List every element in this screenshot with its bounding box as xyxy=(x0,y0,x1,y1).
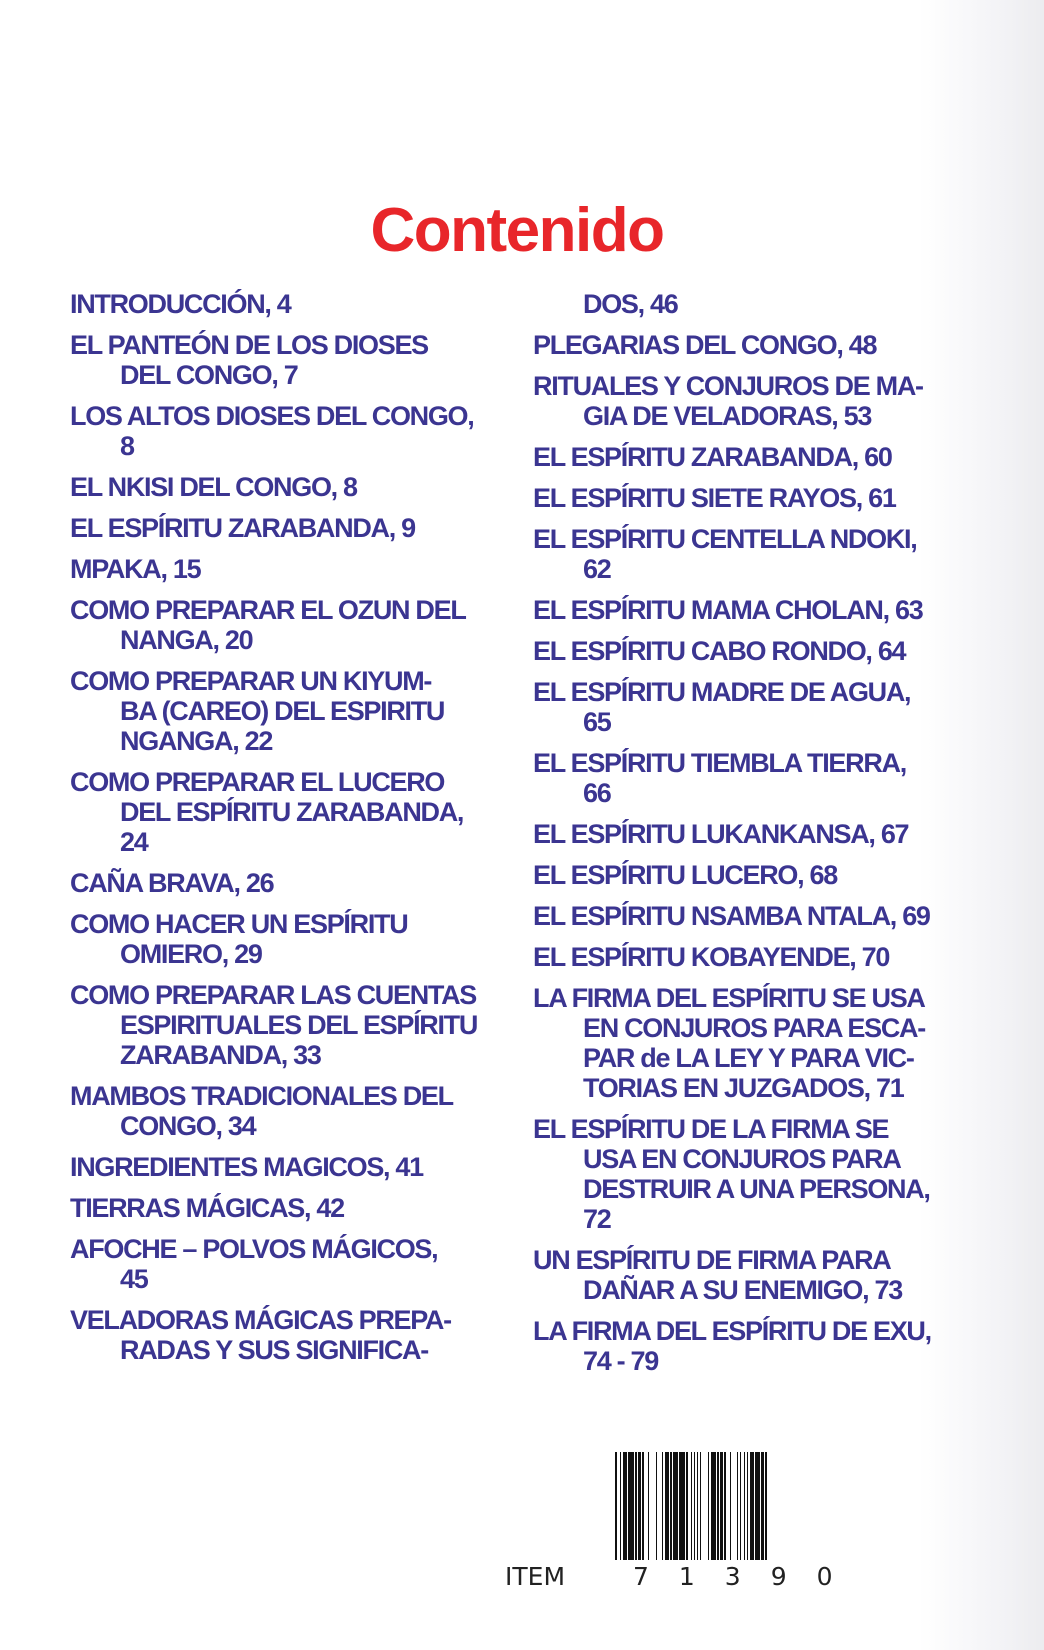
toc-entry-line: DOS, 46 xyxy=(583,289,678,319)
toc-entry-line: EL ESPÍRITU ZARABANDA, 60 xyxy=(533,442,892,472)
toc-entry-line: 62 xyxy=(583,554,611,584)
toc-entry xyxy=(70,330,477,390)
toc-entry xyxy=(70,1152,477,1182)
toc-entry xyxy=(533,942,931,972)
toc-entry-line: 65 xyxy=(583,707,611,737)
toc-entry-line: ZARABANDA, 33 xyxy=(120,1040,321,1070)
toc-entry-line: COMO PREPARAR EL LUCERO xyxy=(70,767,445,797)
toc-entry xyxy=(533,677,931,737)
toc-entry-line: RITUALES Y CONJUROS DE MA- xyxy=(533,371,923,401)
toc-entry-line: 66 xyxy=(583,778,611,808)
toc-entry-line: EL ESPÍRITU KOBAYENDE, 70 xyxy=(533,942,890,972)
toc-entry-line: COMO PREPARAR UN KIYUM- xyxy=(70,666,432,696)
toc-entry xyxy=(70,513,477,543)
toc-entry-line: PLEGARIAS DEL CONGO, 48 xyxy=(533,330,877,360)
toc-entry-line: OMIERO, 29 xyxy=(120,939,262,969)
toc-entry xyxy=(533,748,931,808)
toc-entry-line: EL ESPÍRITU LUCERO, 68 xyxy=(533,860,837,890)
toc-entry-line: INGREDIENTES MAGICOS, 41 xyxy=(70,1152,423,1182)
toc-entry-line: COMO PREPARAR LAS CUENTAS xyxy=(70,980,477,1010)
toc-entry-line: EL ESPÍRITU CENTELLA NDOKI, xyxy=(533,524,917,554)
toc-entry-line: COMO PREPARAR EL OZUN DEL xyxy=(70,595,466,625)
toc-entry-line: EL ESPÍRITU NSAMBA NTALA, 69 xyxy=(533,901,930,931)
toc-entry xyxy=(70,1193,477,1223)
toc-entry-line: EL ESPÍRITU MAMA CHOLAN, 63 xyxy=(533,595,923,625)
toc-entry xyxy=(533,595,931,625)
barcode xyxy=(615,1452,897,1560)
toc-entry-line: EL ESPÍRITU MADRE DE AGUA, xyxy=(533,677,911,707)
toc-entry-line: COMO HACER UN ESPÍRITU xyxy=(70,909,408,939)
toc-entry-line: 24 xyxy=(120,827,148,857)
toc-entry xyxy=(70,666,477,756)
toc-entry-line: EL ESPÍRITU ZARABANDA, 9 xyxy=(70,513,415,543)
toc-entry-line: DEL CONGO, 7 xyxy=(120,360,298,390)
toc-entry xyxy=(70,472,477,502)
toc-entry xyxy=(533,330,931,360)
toc-entry-line: GIA DE VELADORAS, 53 xyxy=(583,401,872,431)
toc-entry-line: DESTRUIR A UNA PERSONA, xyxy=(583,1174,930,1204)
barcode-bar xyxy=(701,1452,708,1560)
toc-entry xyxy=(533,860,931,890)
toc-entry-line: EL ESPÍRITU SIETE RAYOS, 61 xyxy=(533,483,896,513)
toc-entry xyxy=(533,442,931,472)
barcode-bar xyxy=(649,1452,656,1560)
toc-entry-line: USA EN CONJUROS PARA xyxy=(583,1144,901,1174)
toc-entry-line: EL PANTEÓN DE LOS DIOSES xyxy=(70,330,428,360)
toc-entry-line: VELADORAS MÁGICAS PREPA- xyxy=(70,1305,451,1335)
toc-entry xyxy=(70,1305,477,1365)
toc-entry-line: INTRODUCCIÓN, 4 xyxy=(70,289,291,319)
toc-entry xyxy=(70,554,477,584)
toc-entry-line: CONGO, 34 xyxy=(120,1111,256,1141)
toc-entry-line: LA FIRMA DEL ESPÍRITU SE USA xyxy=(533,983,925,1013)
toc-entry-line: UN ESPÍRITU DE FIRMA PARA xyxy=(533,1245,891,1275)
toc-entry xyxy=(533,819,931,849)
toc-entry xyxy=(533,483,931,513)
toc-entry-line: BA (CAREO) DEL ESPIRITU xyxy=(120,696,445,726)
toc-entry xyxy=(533,289,931,319)
toc-entry-line: 45 xyxy=(120,1264,148,1294)
toc-entry-line: MAMBOS TRADICIONALES DEL xyxy=(70,1081,453,1111)
toc-entry xyxy=(533,1316,931,1376)
toc-entry-line: ESPIRITUALES DEL ESPÍRITU xyxy=(120,1010,478,1040)
toc-entry xyxy=(70,1234,477,1294)
toc-entry xyxy=(533,371,931,431)
toc-entry-line: TORIAS EN JUZGADOS, 71 xyxy=(583,1073,904,1103)
toc-entry-line: EL ESPÍRITU DE LA FIRMA SE xyxy=(533,1114,889,1144)
toc-entry-line: DEL ESPÍRITU ZARABANDA, xyxy=(120,797,464,827)
toc-entry-line: TIERRAS MÁGICAS, 42 xyxy=(70,1193,344,1223)
toc-entry-line: PAR de LA LEY Y PARA VIC- xyxy=(583,1043,914,1073)
toc-entry xyxy=(533,1114,931,1234)
item-label: ITEM xyxy=(505,1562,566,1591)
toc-entry-line: DAÑAR A SU ENEMIGO, 73 xyxy=(583,1275,902,1305)
toc-entry-line: MPAKA, 15 xyxy=(70,554,201,584)
toc-entry-line: EL ESPÍRITU TIEMBLA TIERRA, xyxy=(533,748,906,778)
toc-entry-line: NGANGA, 22 xyxy=(120,726,273,756)
toc-entry xyxy=(70,289,477,319)
toc-entry xyxy=(533,636,931,666)
toc-entry-line: LOS ALTOS DIOSES DEL CONGO, xyxy=(70,401,474,431)
toc-entry xyxy=(533,1245,931,1305)
toc-entry xyxy=(533,524,931,584)
toc-entry xyxy=(70,595,477,655)
toc-entry-line: EL ESPÍRITU CABO RONDO, 64 xyxy=(533,636,906,666)
item-number: 71390 xyxy=(633,1562,863,1591)
toc-entry-line: CAÑA BRAVA, 26 xyxy=(70,868,274,898)
barcode-bar xyxy=(765,1452,767,1560)
toc-entry xyxy=(70,1081,477,1141)
toc-entry xyxy=(70,401,477,461)
toc-entry xyxy=(70,909,477,969)
toc-entry-line: NANGA, 20 xyxy=(120,625,253,655)
toc-entry-line: EL ESPÍRITU LUKANKANSA, 67 xyxy=(533,819,909,849)
toc-entry-line: AFOCHE – POLVOS MÁGICOS, xyxy=(70,1234,438,1264)
toc-entry xyxy=(533,901,931,931)
toc-entry xyxy=(533,983,931,1103)
toc-entry xyxy=(70,767,477,857)
toc-entry-line: RADAS Y SUS SIGNIFICA- xyxy=(120,1335,428,1365)
toc-entry-line: 74 - 79 xyxy=(583,1346,658,1376)
toc-entry-line: EL NKISI DEL CONGO, 8 xyxy=(70,472,357,502)
toc-entry-line: 8 xyxy=(120,431,134,461)
toc-entry xyxy=(70,868,477,898)
page-title: Contenido xyxy=(370,196,664,265)
toc-left-column xyxy=(70,289,477,1376)
toc-entry-line: EN CONJUROS PARA ESCA- xyxy=(583,1013,925,1043)
toc-entry xyxy=(70,980,477,1070)
toc-right-column xyxy=(533,289,931,1387)
toc-entry-line: LA FIRMA DEL ESPÍRITU DE EXU, xyxy=(533,1316,931,1346)
toc-entry-line: 72 xyxy=(583,1204,611,1234)
